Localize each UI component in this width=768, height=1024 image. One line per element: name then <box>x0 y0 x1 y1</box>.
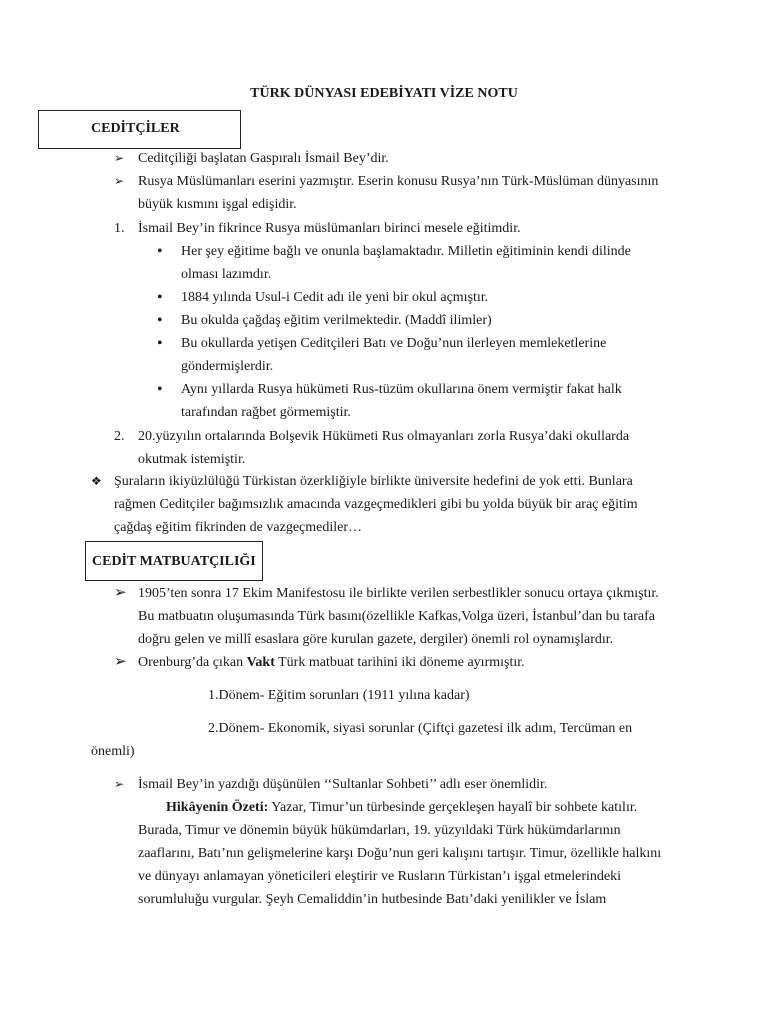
page-title: TÜRK DÜNYASI EDEBİYATI VİZE NOTU <box>250 86 518 101</box>
summary-line: sorumluluğu vurgular. Şeyh Cemaliddin’in hutbesinde Batı’daki yenilikler ve İslam <box>138 892 607 907</box>
bullet-icon: • <box>157 335 163 352</box>
section-heading-cedit-matbuatciligi: CEDİT MATBUATÇILIĞI <box>85 541 263 581</box>
list-item <box>138 651 525 674</box>
summary-paragraph <box>166 796 637 819</box>
arrow-bullet-icon: ➢ <box>114 151 125 165</box>
period-line: 1.Dönem- Eğitim sorunları (1911 yılına kadar) <box>208 688 470 703</box>
bullet-item: Aynı yıllarda Rusya hükümeti Rus-tüzüm okullarına önem vermiştir fakat halk <box>181 382 622 397</box>
list-item: Ceditçiliği başlatan Gaspıralı İsmail Bey’dir. <box>138 151 389 166</box>
numbered-item-continuation: okutmak istemiştir. <box>138 452 246 467</box>
bullet-icon: • <box>157 312 163 329</box>
numbered-item: 20.yüzyılın ortalarında Bolşevik Hükümeti Rus olmayanları zorla Rusya’daki okullarda <box>138 429 630 444</box>
diamond-item-continuation: rağmen Ceditçiler bağımsızlık amacında vazgeçmedikleri gibi bu yolda büyük bir araç eğitim <box>114 497 638 512</box>
list-number: 2. <box>114 429 125 444</box>
bullet-item: Bu okulda çağdaş eğitim verilmektedir. (Maddî ilimler) <box>181 313 492 328</box>
section-heading-ceditciler: CEDİTÇİLER <box>38 110 241 149</box>
arrow-bullet-icon: ➢ <box>114 174 125 188</box>
diamond-item-continuation: çağdaş eğitim fikrinden de vazgeçmediler… <box>114 520 363 535</box>
numbered-item: İsmail Bey’in fikrince Rusya müslümanları birinci mesele eğitimdir. <box>138 221 521 236</box>
arrow-bullet-icon: ➢ <box>114 777 125 791</box>
period-line: 2.Dönem- Ekonomik, siyasi sorunlar (Çiftçi gazetesi ilk adım, Tercüman en <box>208 721 633 736</box>
bullet-item-continuation: tarafından rağbet görmemiştir. <box>181 405 351 420</box>
text-run: Yazar, Timur’un türbesinde gerçekleşen hayalî bir sohbete katılır. <box>268 800 638 815</box>
diamond-item: Şuraların ikiyüzlülüğü Türkistan özerkliğiyle birlikte üniversite hedefini de yok etti. Bunlara <box>114 474 633 489</box>
list-item-continuation: Bu matbuatın oluşumasında Türk basını(özellikle Kafkas,Volga üzeri, İstanbul’dan bu tarafa <box>138 609 655 624</box>
bullet-icon: • <box>157 381 163 398</box>
summary-label: Hikâyenin Özeti: <box>166 800 269 815</box>
bullet-icon: • <box>157 243 163 260</box>
bullet-item-continuation: olması lazımdır. <box>181 267 272 282</box>
list-item-continuation: doğru gelen ve millî esaslara göre kurulan gazete, dergiler) önemli rol oynamışlardır. <box>138 632 614 647</box>
list-item: 1905’ten sonra 17 Ekim Manifestosu ile birlikte verilen serbestlikler sonucu ortaya çıkmıştır. <box>138 586 659 601</box>
diamond-bullet-icon: ❖ <box>91 474 102 488</box>
list-item-continuation: büyük kısmını işgal edişidir. <box>138 197 297 212</box>
summary-line: Burada, Timur ve dönemin büyük hükümdarları, 19. yüzyıldaki Türk hükümdarlarının <box>138 823 621 838</box>
arrow-bullet-icon: ➢ <box>114 654 127 670</box>
summary-line: zaaflarını, Batı’nın gelişmelerine karşı Doğu’nun geri kalışını tartışır. Timur, özellikle halkını <box>138 846 662 861</box>
bullet-item: 1884 yılında Usul-i Cedit adı ile yeni bir okul açmıştır. <box>181 290 489 305</box>
bullet-item: Bu okullarda yetişen Ceditçileri Batı ve Doğu’nun ilerleyen memleketlerine <box>181 336 607 351</box>
bullet-item-continuation: göndermişlerdir. <box>181 359 274 374</box>
bullet-item: Her şey eğitime bağlı ve onunla başlamaktadır. Milletin eğitiminin kendi dilinde <box>181 244 631 259</box>
bullet-icon: • <box>157 289 163 306</box>
list-item: Rusya Müslümanları eserini yazmıştır. Eserin konusu Rusya’nın Türk-Müslüman dünyasının <box>138 174 659 189</box>
newspaper-name-vakt: Vakt <box>246 655 275 670</box>
list-item: İsmail Bey’in yazdığı düşünülen ‘‘Sultanlar Sohbeti’’ adlı eser önemlidir. <box>138 777 548 792</box>
list-number: 1. <box>114 221 125 236</box>
arrow-bullet-icon: ➢ <box>114 585 127 601</box>
summary-line: ve dünyayı anlamayan yöneticileri eleştirir ve Rusların Türkistan’ı işgal etmelerindeki <box>138 869 621 884</box>
text-run: Türk matbuat tarihini iki döneme ayırmıştır. <box>274 655 525 670</box>
text-run: Orenburg’da çıkan <box>138 655 247 670</box>
period-line-continuation: önemli) <box>91 744 135 759</box>
